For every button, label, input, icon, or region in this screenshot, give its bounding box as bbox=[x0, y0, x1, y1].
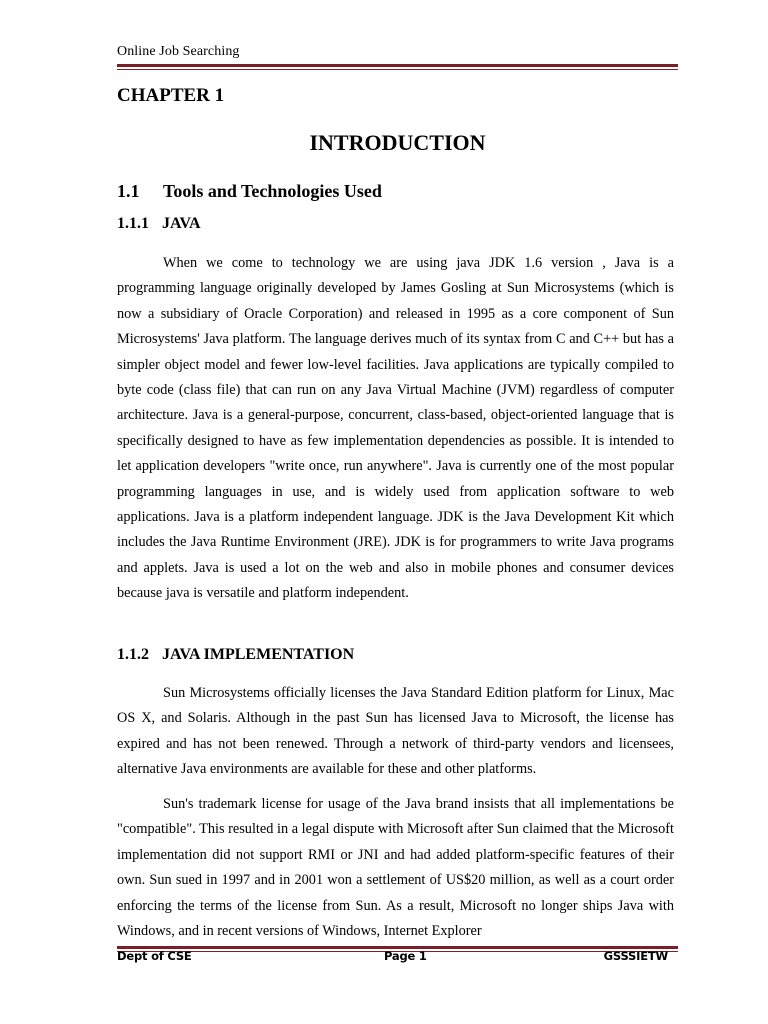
footer-department: Dept of CSE bbox=[117, 949, 192, 963]
chapter-title: INTRODUCTION bbox=[309, 130, 486, 155]
header-title: Online Job Searching bbox=[117, 44, 240, 59]
section-heading-1-1 bbox=[117, 180, 382, 202]
section-title: Tools and Technologies Used bbox=[163, 181, 382, 201]
header-rule-thick bbox=[117, 64, 678, 67]
page-footer bbox=[117, 946, 678, 968]
page-header bbox=[117, 42, 678, 76]
chapter-label: CHAPTER 1 bbox=[117, 85, 225, 106]
subsection-number: 1.1.2 bbox=[117, 646, 149, 663]
java-paragraph: When we come to technology we are using java JDK 1.6 version , Java is a programming language originally developed by James Gosling at Sun Microsystems (which is now a subsidiary of Oracle Corporation) and released in 1995 as a core component of Sun Microsystems' Java platform. The language derives much of its syntax from C and C++ but has a simpler object model and fewer low-level facilities. Java applications are typically compiled to byte code (class file) that can run on any Java Virtual Machine (JVM) regardless of computer architecture. Java is a general-purpose, concurrent, class-based, object-oriented language that is specifically designed to have as few implementation dependencies as possible. It is intended to let application developers "write once, run anywhere". Java is currently one of the most popular programming languages in use, and is widely used from application software to web applications. Java is a platform independent language. JDK is the Java Development Kit which includes the Java Runtime Environment (JRE). JDK is for programmers to write Java programs and applets. Java is used a lot on the web and also in mobile phones and consumer devices because java is versatile and platform independent. bbox=[117, 255, 674, 602]
subsection-number: 1.1.1 bbox=[117, 215, 149, 232]
footer-page-number: Page 1 bbox=[384, 949, 427, 963]
subsection-heading-1-1-1 bbox=[117, 214, 201, 234]
section-number: 1.1 bbox=[117, 181, 140, 201]
header-rule-thin bbox=[117, 69, 678, 70]
footer-institution: GSSSIETW bbox=[603, 949, 668, 963]
implementation-paragraph-1: Sun Microsystems officially licenses the Java Standard Edition platform for Linux, Mac OS X, and Solaris. Although in the past Sun has licensed Java to Microsoft, the license has expired and has not been renewed. Through a network of third-party vendors and licensees, alternative Java environments are available for these and other platforms. bbox=[117, 685, 674, 778]
subsection-title: JAVA IMPLEMENTATION bbox=[162, 646, 355, 663]
subsection-title: JAVA bbox=[162, 215, 201, 232]
implementation-paragraph-2: Sun's trademark license for usage of the Java brand insists that all implementations be "compatible". This resulted in a legal dispute with Microsoft after Sun claimed that the Microsoft implementation did not support RMI or JNI and had added platform-specific features of their own. Sun sued in 1997 and in 2001 won a settlement of US$20 million, as well as a court order enforcing the terms of the license from Sun. As a result, Microsoft no longer ships Java with Windows, and in recent versions of Windows, Internet Explorer bbox=[117, 796, 674, 940]
subsection-heading-1-1-2 bbox=[117, 645, 354, 665]
